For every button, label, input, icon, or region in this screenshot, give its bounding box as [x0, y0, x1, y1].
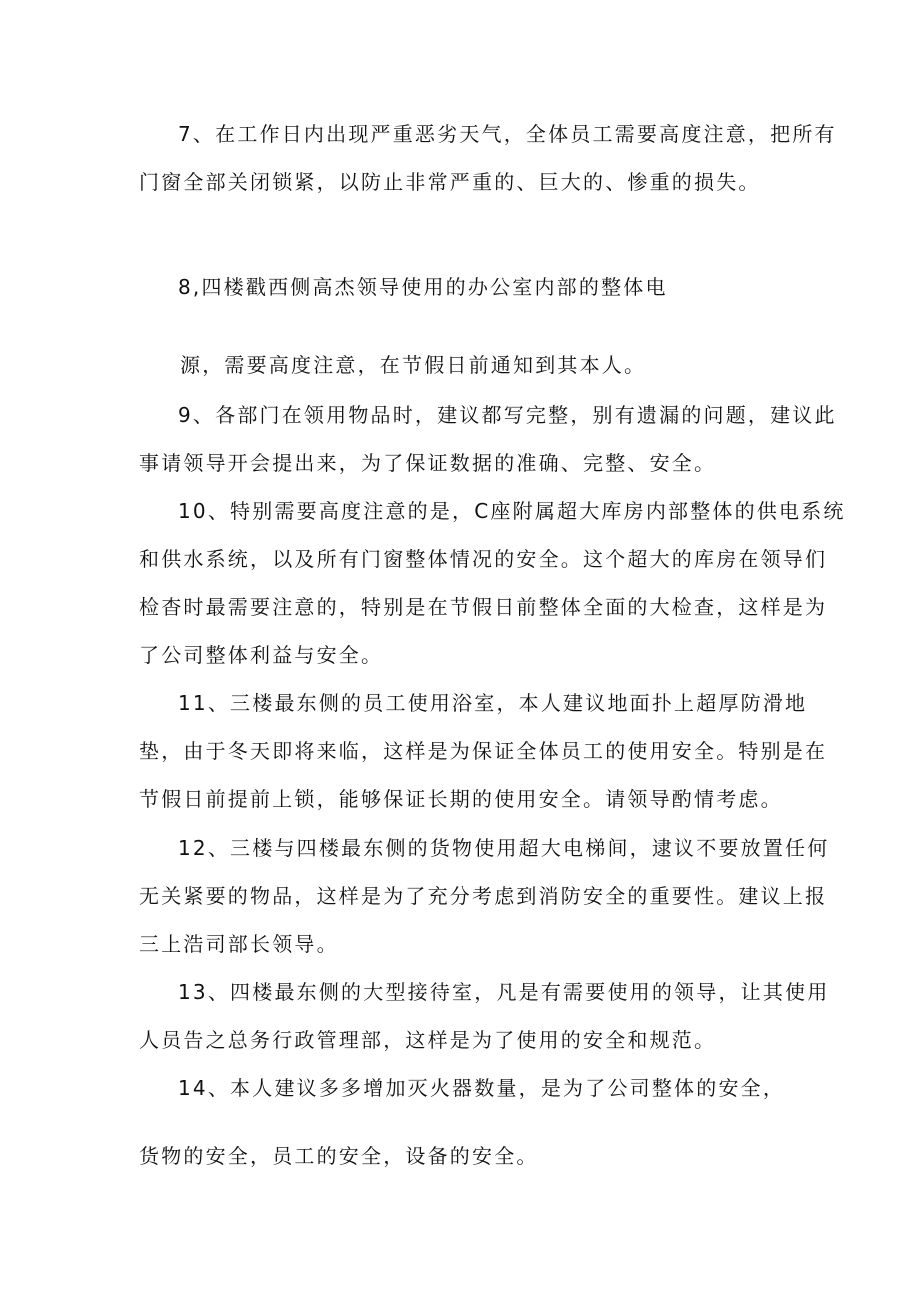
paragraph-line: 源，需要高度注意，在节假日前通知到其本人。 [180, 353, 647, 377]
paragraph-line: 人员告之总务行政管理部，这样是为了使用的安全和规范。 [139, 1028, 717, 1052]
paragraph-line: 了公司整体利益与安全。 [139, 643, 384, 667]
paragraph-line: 无关紧要的物品，这样是为了充分考虑到消防安全的重要性。建议上报 [139, 884, 828, 908]
paragraph-line: 8,四楼戳西侧高杰领导使用的办公室内部的整体电 [178, 275, 668, 299]
paragraph-line: 垫，由于冬天即将来临，这样是为保证全体员工的使用安全。特别是在 [139, 739, 828, 763]
paragraph-line: 检杳时最需要注意的，特别是在节假日前整体全面的大检查，这样是为 [139, 595, 828, 619]
paragraph-line: 11、三楼最东侧的员工使用浴室，本人建议地面扑上超厚防滑地 [178, 691, 808, 715]
paragraph-line: 节假日前提前上锁，能够保证长期的使用安全。请领导酌情考虑。 [139, 787, 783, 811]
paragraph-line: 9、各部门在领用物品时，建议都写完整，别有遗漏的问题，建议此 [178, 403, 837, 427]
paragraph-line: 和供水系统，以及所有门窗整体情况的安全。这个超大的库房在领导们 [139, 547, 828, 571]
paragraph-line: 门窗全部关闭锁紧，以防止非常严重的、巨大的、惨重的损失。 [139, 170, 761, 194]
paragraph-line: 14、本人建议多多增加灭火器数量，是为了公司整体的安全， [178, 1076, 786, 1100]
paragraph-line: 三上浩司部长领导。 [139, 932, 339, 956]
paragraph-line: 7、在工作日内出现严重恶劣天气，全体员工需要高度注意，把所有 [178, 122, 837, 146]
paragraph-line: 货物的安全，员工的安全，设备的安全。 [139, 1144, 539, 1168]
paragraph-line: 12、三楼与四楼最东侧的货物使用超大电梯间，逮议不要放置任何 [178, 836, 830, 860]
paragraph-line: 10、特别需要高度注意的是，C座附属超大库房内部整体的供电系统 [178, 499, 846, 523]
paragraph-line: 事请领导开会提出来，为了保证数据的准确、完整、安全。 [139, 451, 717, 475]
paragraph-line: 13、四楼最东侧的大型接待室，凡是有需要使用的领导，让其使用 [178, 980, 830, 1004]
